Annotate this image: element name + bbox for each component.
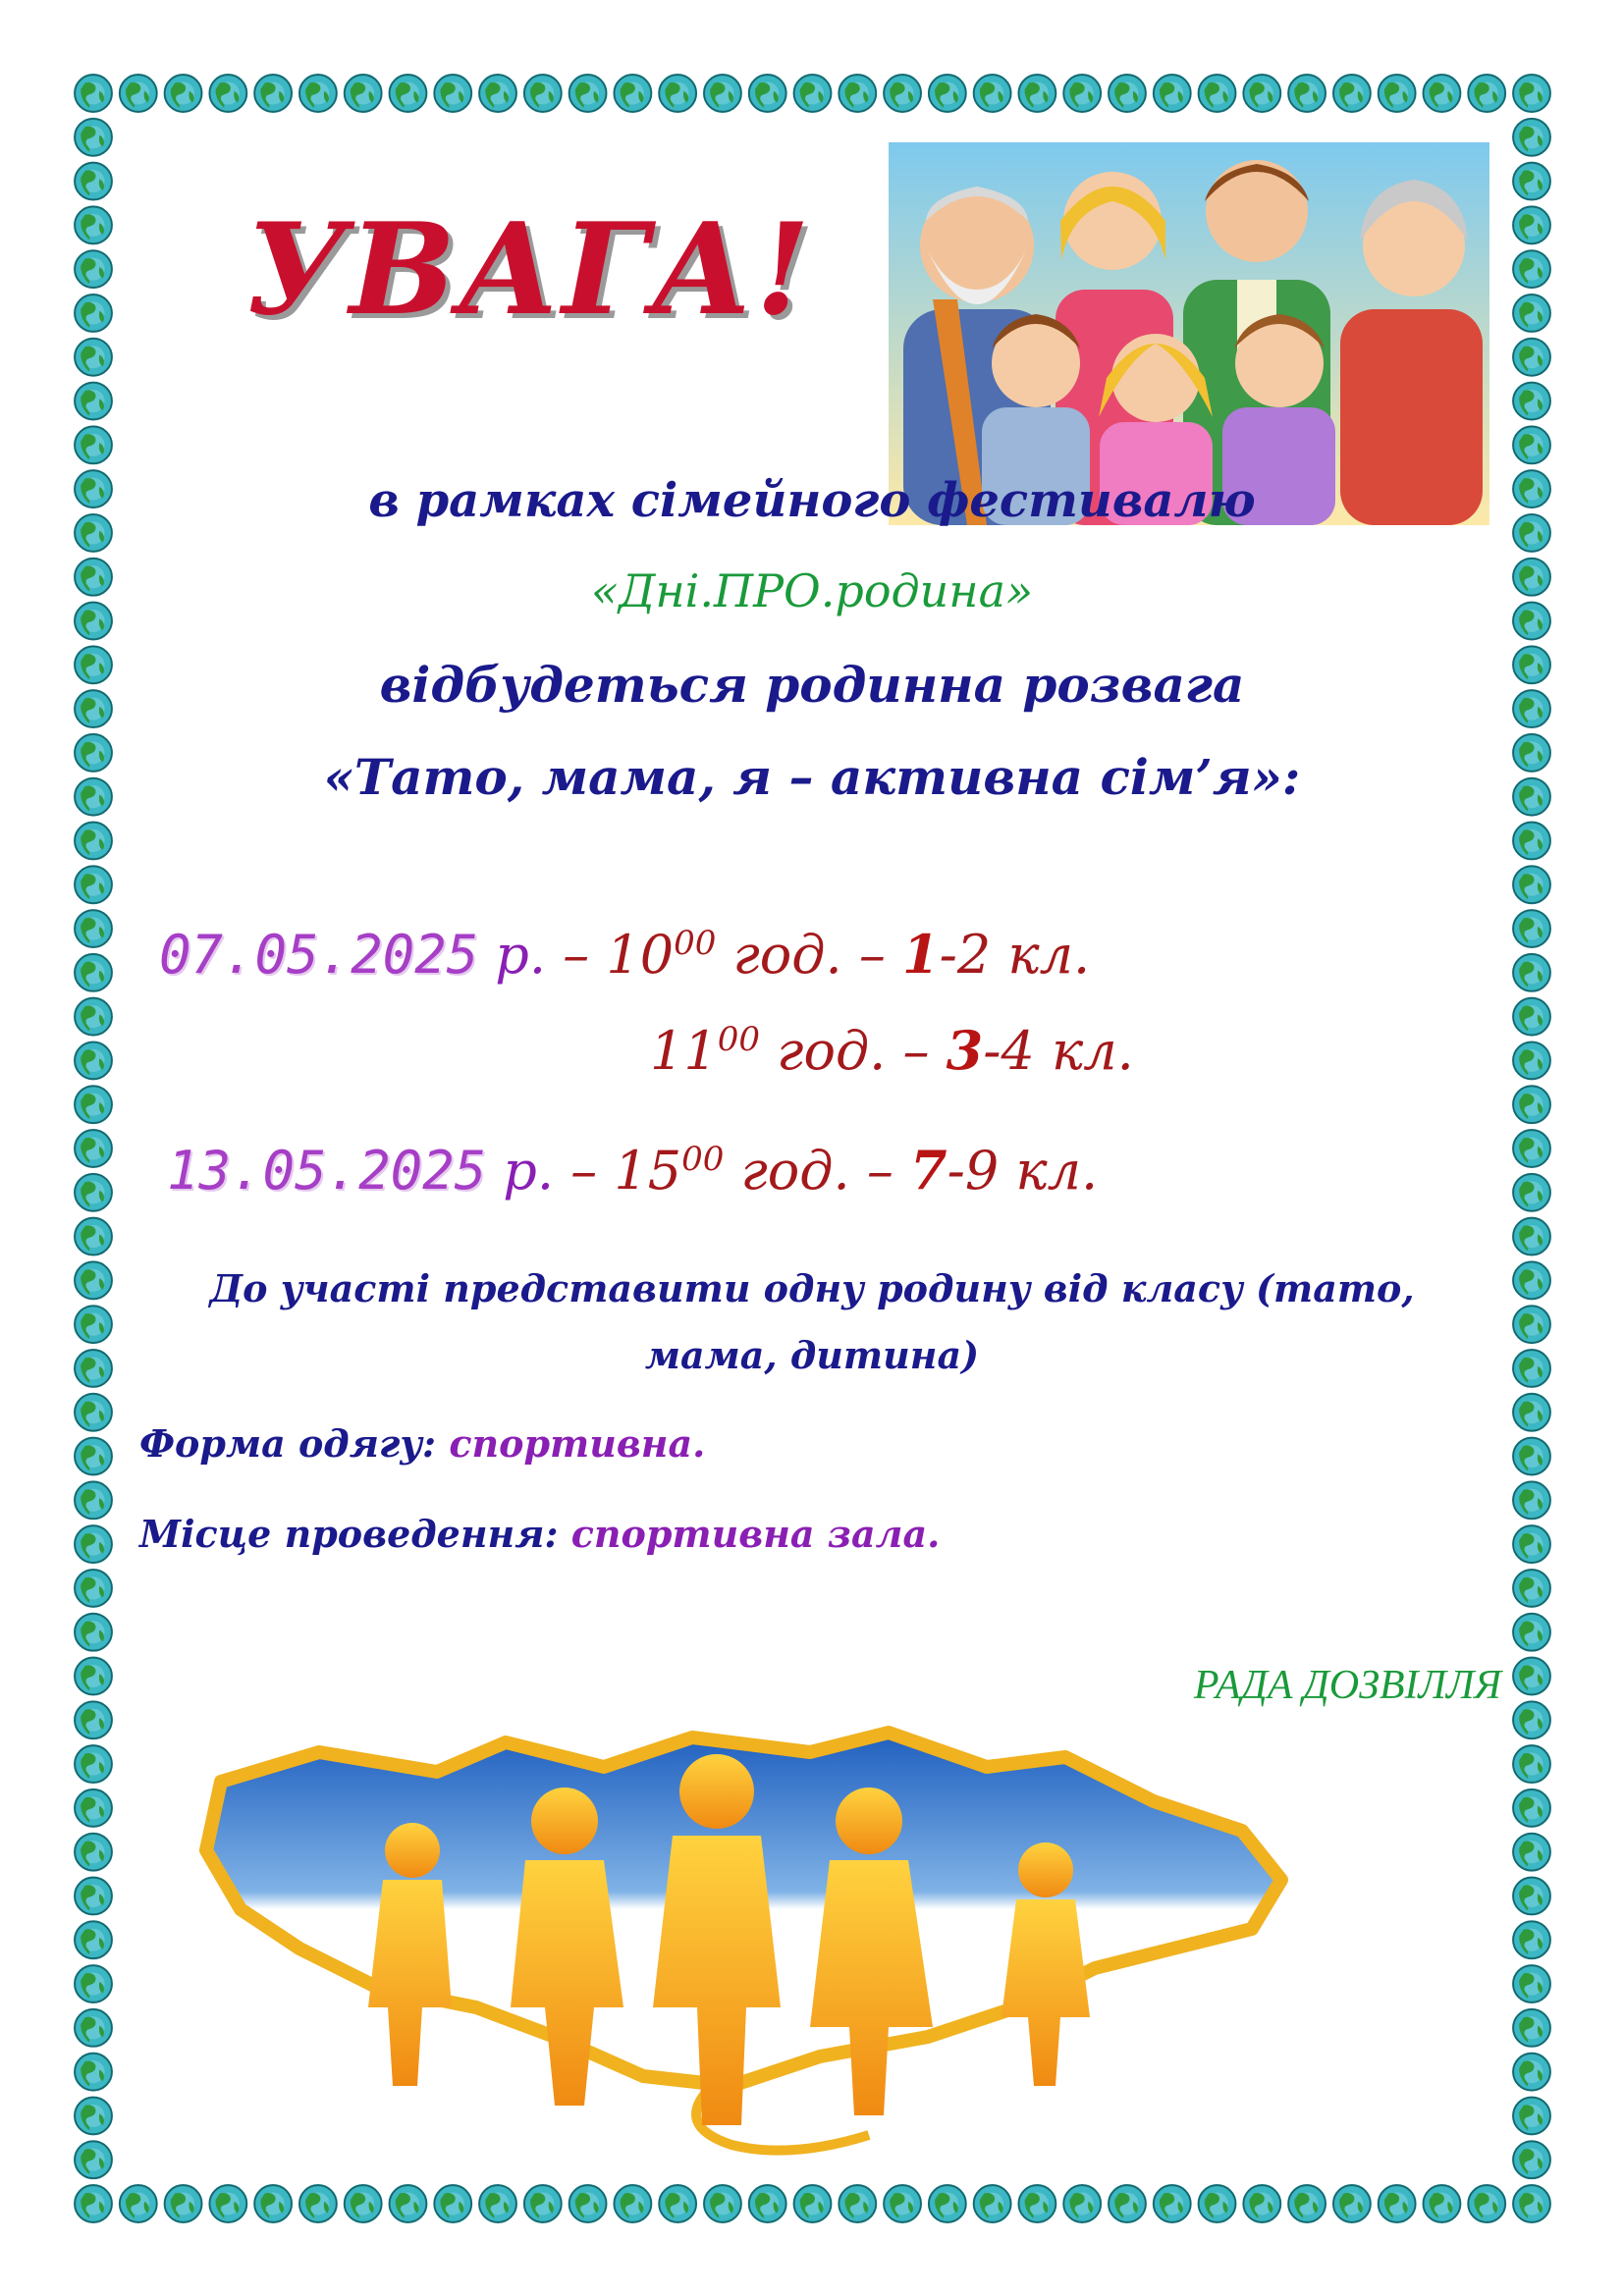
globe-icon: [884, 2185, 921, 2222]
globe-icon: [1109, 2185, 1146, 2222]
globe-icon: [1288, 2185, 1326, 2222]
globe-icon: [1513, 426, 1550, 463]
globe-icon: [75, 823, 112, 860]
globe-icon: [75, 1042, 112, 1080]
globe-icon: [1513, 866, 1550, 903]
globe-icon: [749, 2185, 786, 2222]
globe-icon: [1513, 2185, 1550, 2222]
page-title: УВАГА!: [245, 196, 813, 344]
globe-icon: [659, 2185, 696, 2222]
globe-icon: [120, 75, 157, 112]
globe-icon: [75, 383, 112, 420]
globe-icon: [75, 2009, 112, 2047]
globe-icon: [75, 1130, 112, 1167]
venue: [139, 1512, 940, 1556]
globe-icon: [75, 998, 112, 1036]
globe-icon: [1513, 75, 1550, 112]
globe-icon: [704, 75, 741, 112]
globe-icon: [75, 206, 112, 243]
globe-icon: [165, 2185, 202, 2222]
globe-icon: [75, 1701, 112, 1738]
globe-icon: [1513, 954, 1550, 991]
globe-icon: [1513, 2141, 1550, 2178]
globe-icon: [390, 75, 427, 112]
globe-icon: [1513, 910, 1550, 947]
globe-icon: [75, 2141, 112, 2178]
globe-icon: [884, 75, 921, 112]
schedule-date: 13.05.2025: [167, 1140, 487, 1201]
globe-icon: [794, 75, 832, 112]
globe-icon: [839, 75, 876, 112]
globe-icon: [1513, 383, 1550, 420]
globe-icon: [75, 2185, 112, 2222]
globe-icon: [75, 1965, 112, 2002]
class-number: 7: [910, 1139, 947, 1201]
globe-icon: [1513, 2009, 1550, 2047]
globe-icon: [479, 2185, 516, 2222]
ukraine-map-illustration: [182, 1713, 1311, 2160]
globe-icon: [1468, 75, 1505, 112]
globe-icon: [1513, 2054, 1550, 2091]
dress-code: [139, 1421, 705, 1466]
globe-icon: [75, 1834, 112, 1871]
globe-icon: [1109, 75, 1146, 112]
globe-icon: [1019, 75, 1056, 112]
globe-icon: [1513, 1658, 1550, 1695]
globe-icon: [75, 1525, 112, 1563]
schedule-row-3: 13.05.2025 р. – $15^{00}$ год. – 7-9 кл.: [167, 1139, 1099, 1201]
globe-icon: [75, 1086, 112, 1123]
globe-icon: [75, 954, 112, 991]
globe-icon: [1424, 75, 1461, 112]
globe-icon: [1154, 2185, 1191, 2222]
globe-icon: [75, 75, 112, 112]
globe-icon: [704, 2185, 741, 2222]
globe-icon: [75, 426, 112, 463]
globe-icon: [614, 2185, 651, 2222]
globe-icon: [1199, 75, 1236, 112]
globe-icon: [1513, 1394, 1550, 1431]
globe-icon: [1379, 2185, 1416, 2222]
globe-icon: [1513, 2098, 1550, 2135]
event-announcement: відбудеться родинна розвага: [379, 656, 1245, 714]
globe-icon: [209, 75, 246, 112]
participation-line: мама, дитина): [644, 1333, 980, 1377]
globe-icon: [75, 1481, 112, 1519]
globe-icon: [1513, 1701, 1550, 1738]
globe-icon: [1513, 1789, 1550, 1827]
globe-icon: [75, 119, 112, 156]
dress-code-value: спортивна.: [449, 1421, 706, 1466]
globe-icon: [75, 1745, 112, 1783]
signature: РАДА ДОЗВІЛЛЯ: [1193, 1663, 1501, 1708]
globe-icon: [1513, 294, 1550, 332]
globe-icon: [299, 75, 337, 112]
globe-icon: [75, 1614, 112, 1651]
schedule-hour: 15: [614, 1140, 682, 1201]
globe-icon: [1513, 339, 1550, 376]
globe-icon: [1513, 998, 1550, 1036]
globe-icon: [434, 75, 471, 112]
globe-icon: [1513, 1174, 1550, 1211]
globe-icon: [75, 1218, 112, 1255]
participation-line: До участі представити одну родину від класу (тато,: [209, 1266, 1415, 1310]
globe-icon: [75, 1438, 112, 1475]
globe-icon: [254, 75, 292, 112]
globe-icon: [345, 2185, 382, 2222]
globe-icon: [1333, 75, 1371, 112]
schedule-date: 07.05.2025: [159, 924, 479, 986]
globe-icon: [1513, 1438, 1550, 1475]
globe-icon: [524, 75, 562, 112]
schedule-hour: 11: [650, 1020, 718, 1082]
globe-icon: [1513, 1614, 1550, 1651]
globe-icon: [1379, 75, 1416, 112]
globe-icon: [1513, 1745, 1550, 1783]
globe-icon: [75, 294, 112, 332]
globe-icon: [659, 75, 696, 112]
globe-icon: [1019, 2185, 1056, 2222]
schedule-row-2: $11^{00}$ год. – 3-4 кл.: [650, 1019, 1134, 1082]
globe-icon: [1243, 75, 1280, 112]
globe-icon: [974, 2185, 1011, 2222]
globe-icon: [75, 1658, 112, 1695]
globe-icon: [1513, 1921, 1550, 1958]
globe-icon: [1513, 1130, 1550, 1167]
globe-icon: [749, 75, 786, 112]
globe-icon: [974, 75, 1011, 112]
globe-icon: [75, 1394, 112, 1431]
class-number: 1: [902, 923, 940, 986]
globe-icon: [479, 75, 516, 112]
family-illustration: [889, 142, 1489, 525]
event-name: «Тато, мама, я – активна сім’я»:: [323, 748, 1301, 806]
festival-name: «Дні.ПРО.родина»: [590, 564, 1034, 617]
venue-value: спортивна зала.: [570, 1512, 941, 1556]
globe-icon: [434, 2185, 471, 2222]
venue-label: Місце проведення:: [139, 1512, 571, 1556]
globe-icon: [75, 1878, 112, 1915]
globe-icon: [1424, 2185, 1461, 2222]
globe-icon: [209, 2185, 246, 2222]
globe-icon: [929, 2185, 966, 2222]
globe-icon: [1513, 1834, 1550, 1871]
class-number: 3: [946, 1019, 984, 1082]
globe-icon: [1199, 2185, 1236, 2222]
globe-icon: [1513, 1570, 1550, 1607]
globe-icon: [390, 2185, 427, 2222]
schedule-hour: 10: [606, 924, 675, 986]
globe-icon: [1288, 75, 1326, 112]
globe-icon: [1513, 1218, 1550, 1255]
globe-icon: [299, 2185, 337, 2222]
intro-line: в рамках сімейного фестивалю: [368, 473, 1256, 528]
globe-icon: [1513, 206, 1550, 243]
globe-icon: [1513, 1481, 1550, 1519]
globe-icon: [569, 2185, 607, 2222]
globe-icon: [345, 75, 382, 112]
globe-icon: [839, 2185, 876, 2222]
globe-icon: [1513, 1525, 1550, 1563]
globe-icon: [120, 2185, 157, 2222]
globe-icon: [1154, 75, 1191, 112]
globe-icon: [1468, 2185, 1505, 2222]
globe-icon: [569, 75, 607, 112]
globe-icon: [1513, 1878, 1550, 1915]
globe-icon: [75, 250, 112, 288]
globe-icon: [75, 1570, 112, 1607]
globe-icon: [75, 2098, 112, 2135]
globe-icon: [1243, 2185, 1280, 2222]
globe-icon: [75, 866, 112, 903]
globe-icon: [929, 75, 966, 112]
globe-icon: [254, 2185, 292, 2222]
globe-icon: [75, 163, 112, 200]
globe-icon: [614, 75, 651, 112]
globe-icon: [75, 339, 112, 376]
globe-icon: [75, 1174, 112, 1211]
globe-icon: [75, 1921, 112, 1958]
globe-icon: [794, 2185, 832, 2222]
globe-icon: [1063, 2185, 1101, 2222]
globe-icon: [1063, 75, 1101, 112]
globe-icon: [1513, 1086, 1550, 1123]
globe-icon: [75, 1789, 112, 1827]
dress-code-label: Форма одягу:: [139, 1421, 450, 1466]
globe-icon: [1513, 823, 1550, 860]
globe-icon: [524, 2185, 562, 2222]
globe-icon: [1333, 2185, 1371, 2222]
globe-icon: [1513, 1042, 1550, 1080]
globe-icon: [1513, 163, 1550, 200]
globe-icon: [1513, 250, 1550, 288]
globe-icon: [75, 2054, 112, 2091]
globe-icon: [1513, 1965, 1550, 2002]
schedule-row-1: 07.05.2025 р. – $10^{00}$ год. – 1-2 кл.: [159, 923, 1091, 986]
globe-icon: [75, 910, 112, 947]
globe-icon: [1513, 119, 1550, 156]
globe-icon: [165, 75, 202, 112]
